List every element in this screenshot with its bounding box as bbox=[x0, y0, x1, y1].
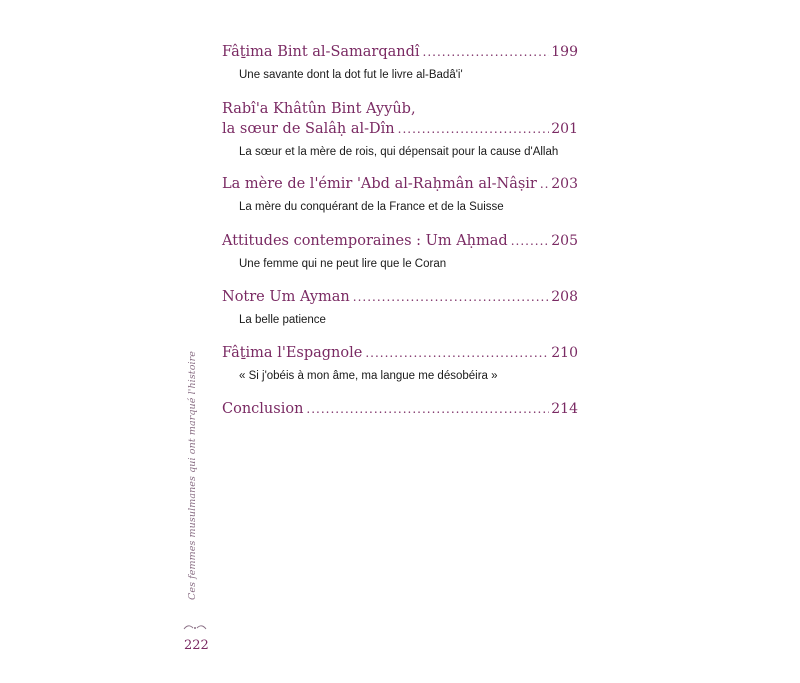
ornament-icon bbox=[183, 624, 207, 632]
toc-entry-description: La sœur et la mère de rois, qui dépensait pour la cause d'Allah bbox=[239, 146, 559, 158]
toc-entry-description: La mère du conquérant de la France et de la Suisse bbox=[239, 201, 504, 213]
running-title: Ces femmes musulmanes qui ont marqué l'histoire bbox=[187, 350, 198, 600]
toc-entry bbox=[222, 174, 578, 214]
toc-entry-title-line bbox=[222, 174, 578, 194]
leader-dots bbox=[353, 287, 550, 307]
toc-entry bbox=[222, 287, 578, 327]
toc-entry bbox=[222, 343, 578, 383]
toc-entry-title: Fâṯima Bint al-Samarqandî bbox=[222, 44, 420, 60]
toc-entry bbox=[222, 42, 578, 82]
leader-dots bbox=[365, 343, 549, 363]
toc-entry-page: 203 bbox=[551, 176, 578, 192]
toc-entry bbox=[222, 231, 578, 271]
toc-entry-title-line bbox=[222, 343, 578, 363]
toc-entry-title-first-line: Rabî'a Khâtûn Bint Ayyûb, bbox=[222, 101, 416, 117]
toc-entry-page: 199 bbox=[551, 44, 578, 60]
leader-dots bbox=[306, 399, 549, 419]
leader-dots bbox=[423, 42, 550, 62]
toc-entry-page: 201 bbox=[551, 121, 578, 137]
toc-entry-title-line bbox=[222, 119, 578, 139]
toc-entry-title: Conclusion bbox=[222, 401, 304, 417]
toc-entry-title: Attitudes contemporaines : Um Aḥmad bbox=[222, 233, 508, 249]
toc-entry-title-line bbox=[222, 287, 578, 307]
leader-dots bbox=[398, 119, 550, 139]
toc-entry-title-line bbox=[222, 399, 578, 419]
toc-entry-page: 210 bbox=[551, 345, 578, 361]
toc-entry-title: Notre Um Ayman bbox=[222, 289, 350, 305]
toc-entry-page: 208 bbox=[551, 289, 578, 305]
toc-entry-description: Une savante dont la dot fut le livre al-Badâ'i' bbox=[239, 69, 463, 81]
toc-entry-description: La belle patience bbox=[239, 314, 326, 326]
toc-entry-page: 214 bbox=[551, 401, 578, 417]
toc-entry-title-line bbox=[222, 231, 578, 251]
toc-entry-title: Fâṯima l'Espagnole bbox=[222, 345, 363, 361]
toc-entry-title-line bbox=[222, 42, 578, 62]
toc-entry-title: la sœur de Salâḥ al-Dîn bbox=[222, 121, 395, 137]
leader-dots bbox=[540, 174, 549, 194]
leader-dots bbox=[511, 231, 550, 251]
toc-entry-description: « Si j'obéis à mon âme, ma langue me désobéira » bbox=[239, 370, 498, 382]
toc-entry bbox=[222, 99, 578, 159]
toc-entry-description: Une femme qui ne peut lire que le Coran bbox=[239, 258, 447, 270]
toc-entry-page: 205 bbox=[551, 233, 578, 249]
page-number: 222 bbox=[184, 638, 209, 653]
toc-entry-title: La mère de l'émir 'Abd al-Raḥmân al-Nâṣir bbox=[222, 176, 537, 192]
toc-entry bbox=[222, 399, 578, 419]
